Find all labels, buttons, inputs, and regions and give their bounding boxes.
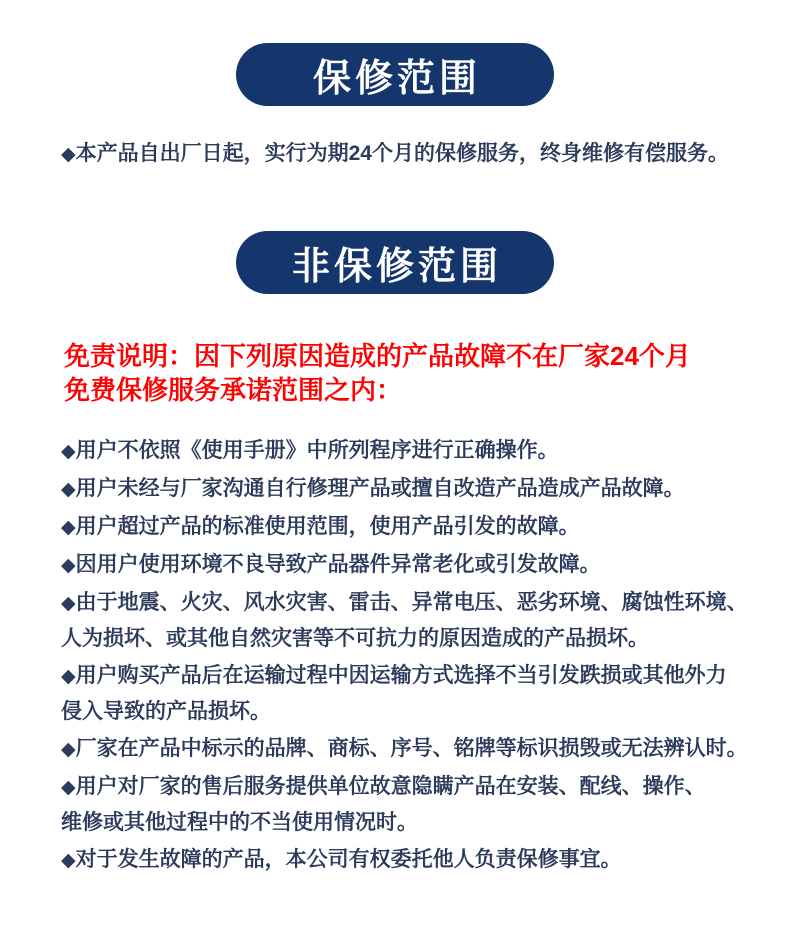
warranty-statement [0,142,790,167]
list-item [61,658,766,729]
diamond-bullet-icon: ◆ [61,593,76,614]
disclaimer-line-2: 免费保修服务承诺范围之内： [64,375,403,405]
list-item-text: 人为损坏、或其他自然灾害等不可抗力的原因造成的产品损坏。 [61,627,649,650]
list-item-text: 用户未经与厂家沟通自行修理产品或擅自改造产品造成产品故障。 [75,477,685,500]
list-item [61,471,766,507]
list-item-text: 侵入导致的产品损坏。 [61,700,271,723]
disclaimer-line-1: 免责说明：因下列原因造成的产品故障不在厂家24个月 [64,341,691,371]
warranty-scope-banner-label: 保修范围 [312,58,481,100]
list-item-text: 用户不依照《使用手册》中所列程序进行正确操作。 [75,439,559,462]
diamond-bullet-icon: ◆ [61,144,76,165]
list-item-text: 因用户使用环境不良导致产品器件异常老化或引发故障。 [75,553,601,576]
diamond-bullet-icon: ◆ [61,555,76,576]
list-item [61,509,766,545]
list-item [61,433,766,469]
diamond-bullet-icon: ◆ [61,517,76,538]
warranty-statement-text: 本产品自出厂日起，实行为期24个月的保修服务，终身维修有偿服务。 [75,142,729,165]
list-item-text: 用户对厂家的售后服务提供单位故意隐瞒产品在安装、配线、操作、 [75,775,706,798]
list-item [61,547,766,583]
non-warranty-list [61,433,766,878]
list-item-text: 厂家在产品中标示的品牌、商标、序号、铭牌等标识损毁或无法辨认时。 [75,737,748,760]
diamond-bullet-icon: ◆ [61,850,76,871]
list-item-text: 维修或其他过程中的不当使用情况时。 [61,811,418,834]
non-warranty-scope-banner [236,231,554,294]
warranty-scope-banner [236,43,554,106]
non-warranty-scope-banner-label: 非保修范围 [291,246,502,288]
list-item-text: 由于地震、火灾、风水灾害、雷击、异常电压、恶劣环境、腐蚀性环境、 [75,591,748,614]
diamond-bullet-icon: ◆ [61,777,76,798]
list-item [61,585,766,656]
list-item-text: 用户超过产品的标准使用范围，使用产品引发的故障。 [75,515,580,538]
diamond-bullet-icon: ◆ [61,666,76,687]
list-item [61,769,766,840]
diamond-bullet-icon: ◆ [61,479,76,500]
diamond-bullet-icon: ◆ [61,739,76,760]
list-item [61,731,766,767]
warranty-page [0,43,790,951]
disclaimer-heading [64,339,760,407]
list-item [61,842,766,878]
diamond-bullet-icon: ◆ [61,441,76,462]
list-item-text: 对于发生故障的产品，本公司有权委托他人负责保修事宜。 [75,848,622,871]
list-item-text: 用户购买产品后在运输过程中因运输方式选择不当引发跌损或其他外力 [75,664,727,687]
